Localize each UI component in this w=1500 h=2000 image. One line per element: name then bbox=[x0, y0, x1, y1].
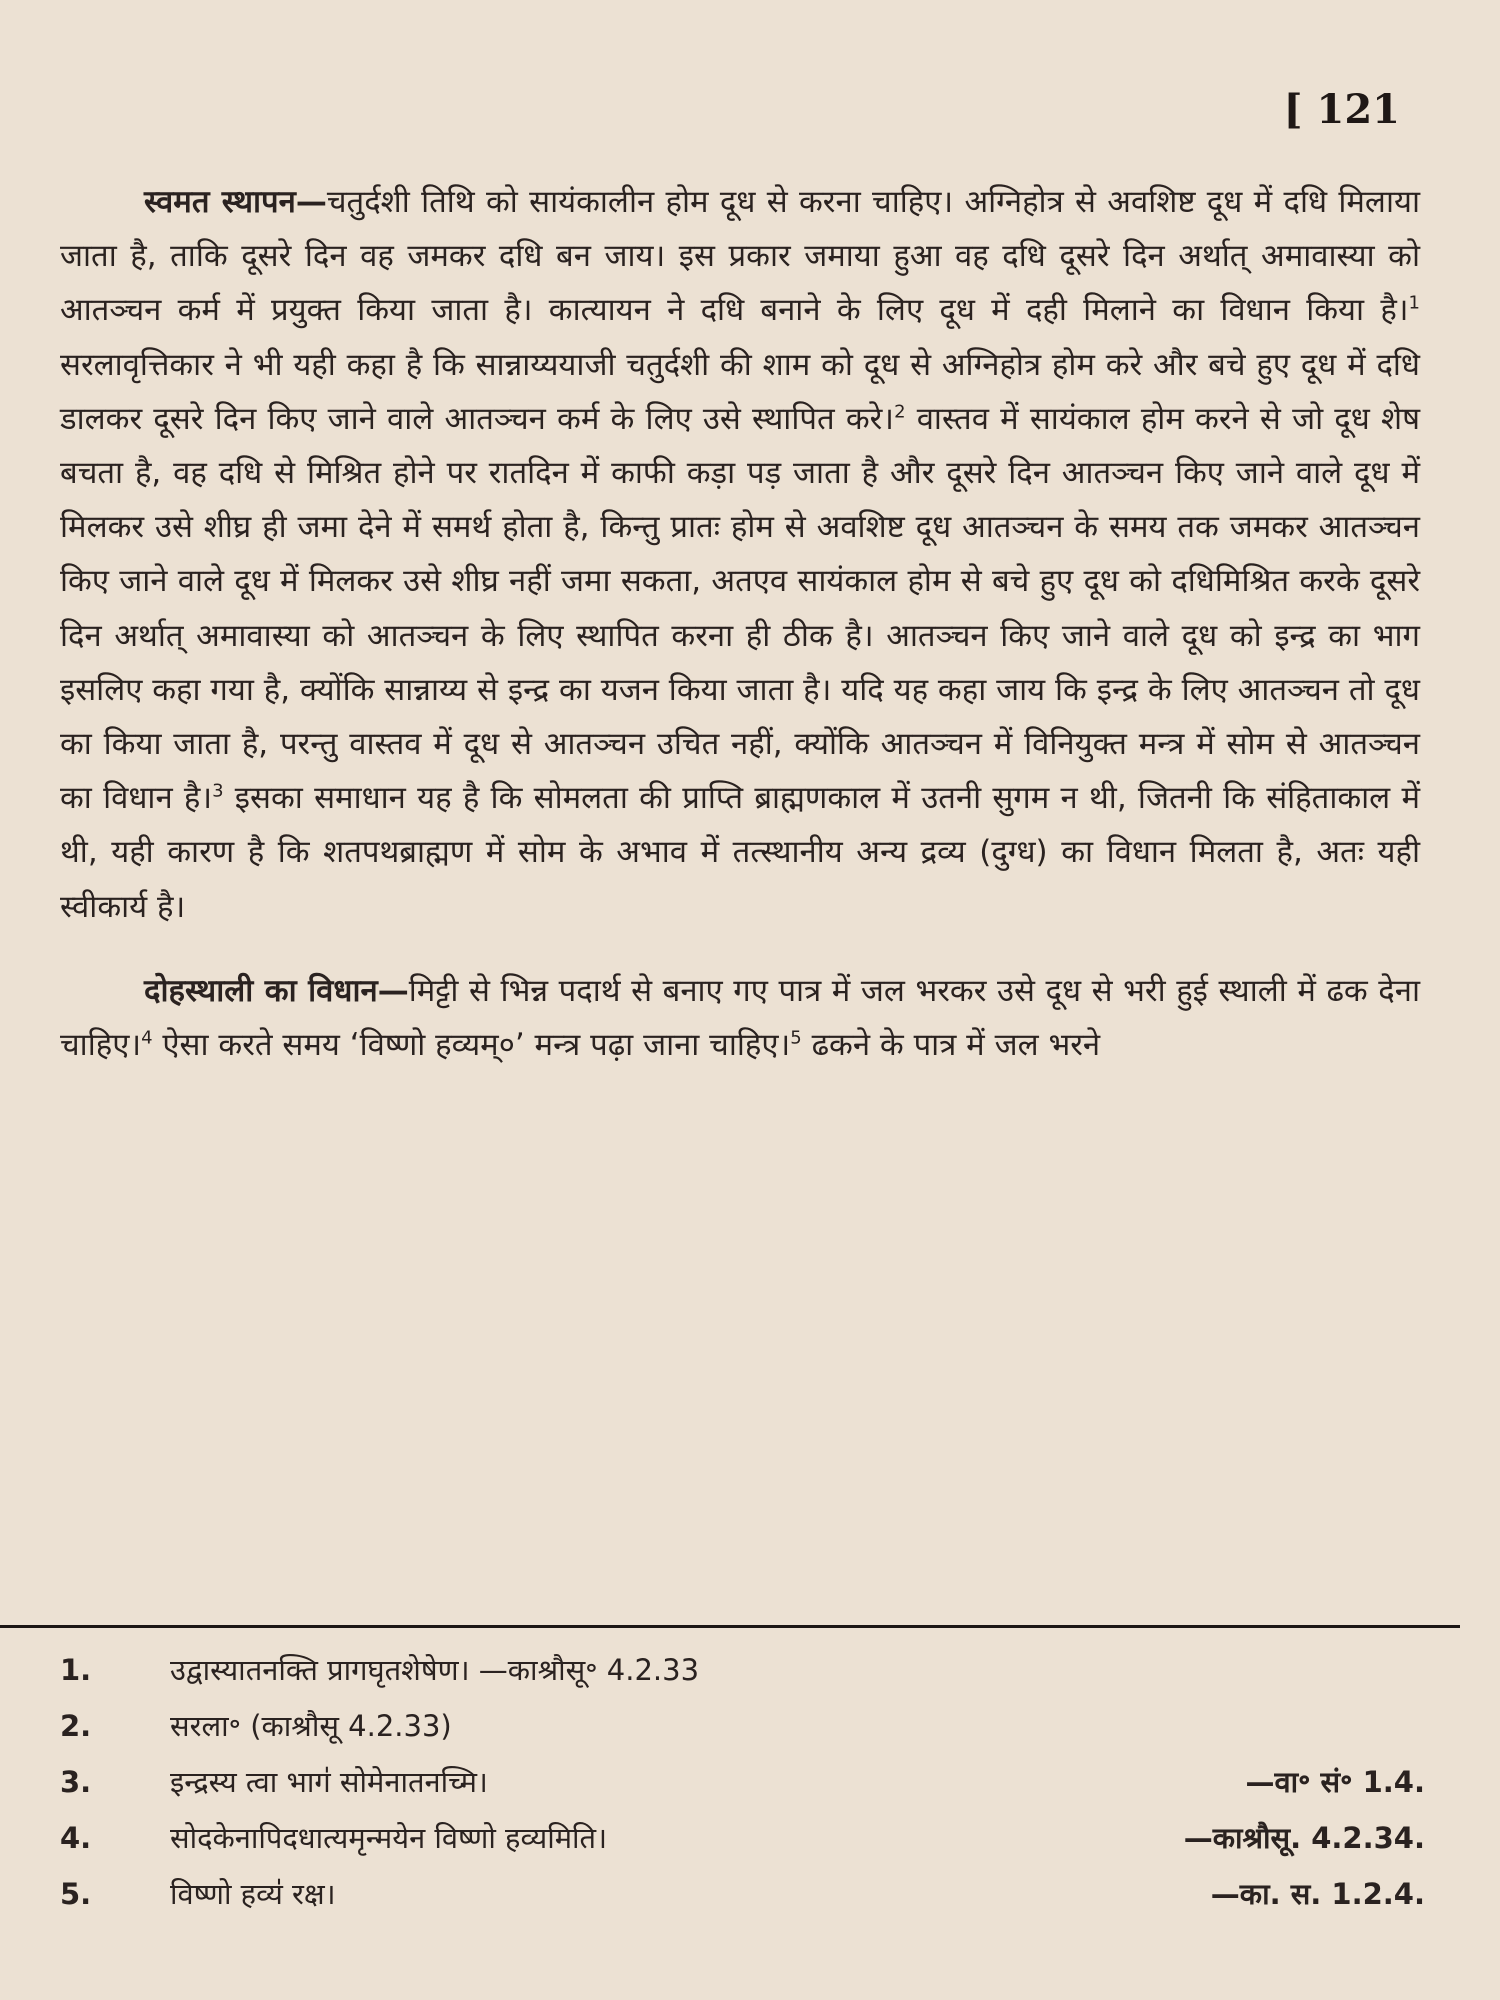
footnote-item bbox=[60, 1706, 1425, 1762]
footnotes bbox=[60, 1650, 1425, 1930]
footnote-marker: 4 bbox=[141, 1027, 153, 1049]
paragraph-text: चतुर्दशी तिथि को सायंकालीन होम दूध से करना चाहिए। अग्निहोत्र से अवशिष्ट दूध में दधि मिलाया जाता है, ताकि दूसरे दिन वह जमकर दधि बन जाय। इस प्रकार जमाया हुआ वह दधि दूसरे दिन अर्थात् अमावास्या को आतञ्चन कर्म में प्रयुक्त किया जाता है। कात्यायन ने दधि बनाने के लिए दूध में दही मिलाने का विधान किया है। bbox=[60, 184, 1420, 329]
footnote-item bbox=[60, 1818, 1425, 1874]
footnote-marker: 2 bbox=[894, 401, 906, 423]
footnote-text: विष्णो हव्य॑ रक्ष। bbox=[170, 1877, 336, 1911]
paragraph-swamat-sthapan bbox=[60, 175, 1420, 934]
paragraph-text: इसका समाधान यह है कि सोमलता की प्राप्ति ब्राह्मणकाल में उतनी सुगम न थी, जितनी कि संहिताकाल में थी, यही कारण है कि शतपथब्राह्मण में सोम के अभाव में तत्स्थानीय अन्य द्रव्य (दुग्ध) का विधान मिलता है, अतः यही स्वीकार्य है। bbox=[60, 780, 1420, 925]
footnote-text: सरला॰ (काश्रौसू 4.2.33) bbox=[170, 1709, 452, 1743]
footnote-number: 1. bbox=[60, 1653, 92, 1687]
paragraph-dohasthali bbox=[60, 964, 1420, 1072]
paragraph-text: ऐसा करते समय ‘विष्णो हव्यम्०’ मन्त्र पढ़ा जाना चाहिए। bbox=[152, 1027, 791, 1064]
footnote-marker: 5 bbox=[790, 1027, 802, 1049]
paragraph-text: वास्तव में सायंकाल होम करने से जो दूध शेष बचता है, वह दधि से मिश्रित होने पर रातदिन में काफी कड़ा पड़ जाता है और दूसरे दिन आतञ्चन किए जाने वाले दूध में मिलकर उसे शीघ्र ही जमा देने में समर्थ होता है, किन्तु प्रातः होम से अवशिष्ट दूध आतञ्चन के समय तक जमकर आतञ्चन किए जाने वाले दूध में मिलकर उसे शीघ्र नहीं जमा सकता, अतएव सायंकाल होम से बचे हुए दूध को दधिमिश्रित करके दूसरे दिन अर्थात् अमावास्या को आतञ्चन के लिए स्थापित करना ही ठीक है। आतञ्चन किए जाने वाले दूध को इन्द्र का भाग इसलिए कहा गया है, क्योंकि सान्नाय्य से इन्द्र का यजन किया जाता है। यदि यह कहा जाय कि इन्द्र के लिए आतञ्चन तो दूध का किया जाता है, परन्तु वास्तव में दूध से आतञ्चन उचित नहीं, क्योंकि आतञ्चन में विनियुक्त मन्त्र में सोम से आतञ्चन का विधान है। bbox=[60, 400, 1420, 817]
body-text bbox=[60, 175, 1420, 1072]
paragraph-heading: दोहस्थाली का विधान— bbox=[144, 972, 409, 1009]
footnote-item bbox=[60, 1874, 1425, 1930]
footnote-text: उद्वास्यातनक्ति प्रागघृतशेषेण। —काश्रौसू॰ 4.2.33 bbox=[170, 1653, 700, 1687]
footnote-item bbox=[60, 1762, 1425, 1818]
footnote-text: इन्द्रस्य त्वा भाग॑ सोमेनातनच्मि। bbox=[170, 1765, 488, 1799]
page-number: [ 121 bbox=[1283, 86, 1400, 133]
paragraph-text: मिट्टी से भिन्न पदार्थ से बनाए गए पात्र में जल भरकर उसे दूध से भरी हुई स्थाली में ढक देना चाहिए। bbox=[60, 972, 1420, 1064]
footnote-number: 2. bbox=[60, 1709, 92, 1743]
footnote-divider bbox=[0, 1625, 1460, 1628]
footnote-number: 3. bbox=[60, 1765, 92, 1799]
paragraph-text: ढकने के पात्र में जल भरने bbox=[801, 1027, 1101, 1064]
footnote-source: —वा॰ सं॰ 1.4. bbox=[1245, 1765, 1425, 1799]
paragraph-text: सरलावृत्तिकार ने भी यही कहा है कि सान्नाय्ययाजी चतुर्दशी की शाम को दूध से अग्निहोत्र होम करे और बचे हुए दूध में दधि डालकर दूसरे दिन किए जाने वाले आतञ्चन कर्म के लिए उसे स्थापित करे। bbox=[60, 346, 1420, 437]
footnote-marker: 3 bbox=[212, 780, 224, 802]
paragraph-heading: स्वमत स्थापन— bbox=[144, 184, 327, 220]
footnote-source: —का. स. 1.2.4. bbox=[1210, 1877, 1425, 1911]
footnote-text: सोदकेनापिदधात्यमृन्मयेन विष्णो हव्यमिति। bbox=[170, 1821, 608, 1855]
footnote-item bbox=[60, 1650, 1425, 1706]
footnote-source: —काश्रौसू. 4.2.34. bbox=[1183, 1821, 1425, 1855]
footnote-number: 4. bbox=[60, 1821, 92, 1855]
footnote-marker: 1 bbox=[1408, 293, 1420, 315]
footnote-number: 5. bbox=[60, 1877, 92, 1911]
